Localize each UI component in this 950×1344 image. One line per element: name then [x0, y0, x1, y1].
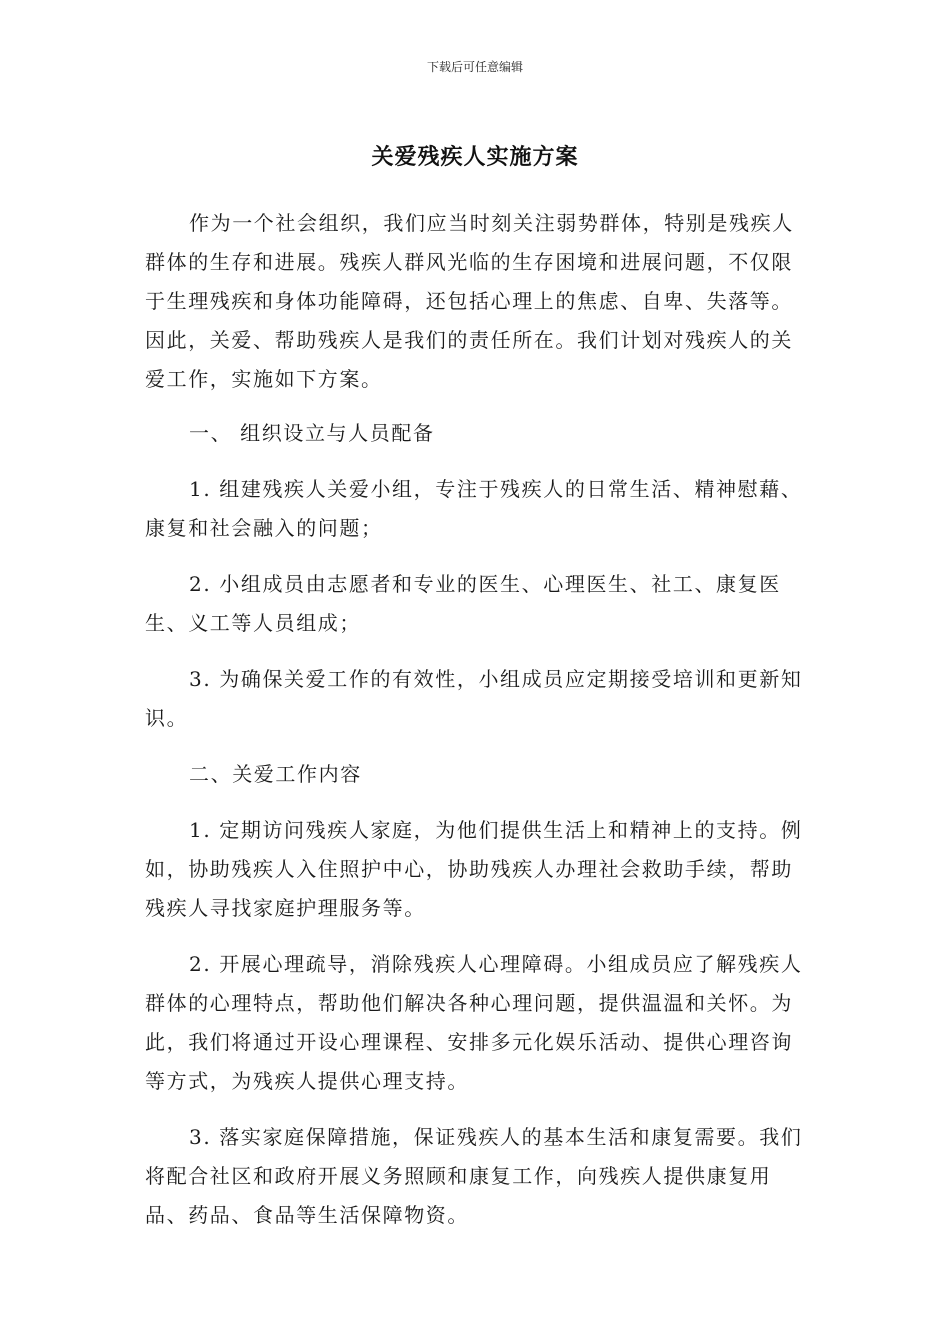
document-title: 关爱残疾人实施方案 [371, 145, 579, 170]
header-note: 下载后可任意编辑 [426, 60, 523, 74]
care-item-1: 1. 定期访问残疾人家庭，为他们提供生活上和精神上的支持。例如，协助残疾人入住照护中心，协助残疾人办理社会救助手续，帮助残疾人寻找家庭护理服务等。 [145, 818, 803, 920]
organization-item-1: 1. 组建残疾人关爱小组，专注于残疾人的日常生活、精神慰藉、康复和社会融入的问题； [145, 477, 803, 540]
care-item-2: 2. 开展心理疏导，消除残疾人心理障碍。小组成员应了解残疾人群体的心理特点，帮助他们解决各种心理问题，提供温温和关怀。为此，我们将通过开设心理课程、安排多元化娱乐活动、提供心理咨询等方式，为残疾人提供心理支持。 [145, 952, 803, 1093]
organization-item-2: 2. 小组成员由志愿者和专业的医生、心理医生、社工、康复医生、义工等人员组成； [145, 572, 781, 635]
document-body [145, 204, 807, 1235]
section-heading-care-content: 二、关爱工作内容 [189, 762, 362, 786]
intro-paragraph: 作为一个社会组织，我们应当时刻关注弱势群体，特别是残疾人群体的生存和进展。残疾人群风光临的生存困境和进展问题，不仅限于生理残疾和身体功能障碍，还包括心理上的焦虑、自卑、失落等。因此，关爱、帮助残疾人是我们的责任所在。我们计划对残疾人的关爱工作，实施如下方案。 [145, 211, 794, 391]
care-item-3: 3. 落实家庭保障措施，保证残疾人的基本生活和康复需要。我们将配合社区和政府开展义务照顾和康复工作，向残疾人提供康复用品、药品、食品等生活保障物资。 [145, 1125, 803, 1227]
organization-item-3: 3. 为确保关爱工作的有效性，小组成员应定期接受培训和更新知识。 [145, 667, 803, 730]
section-heading-organization: 一、 组织设立与人员配备 [189, 421, 435, 445]
